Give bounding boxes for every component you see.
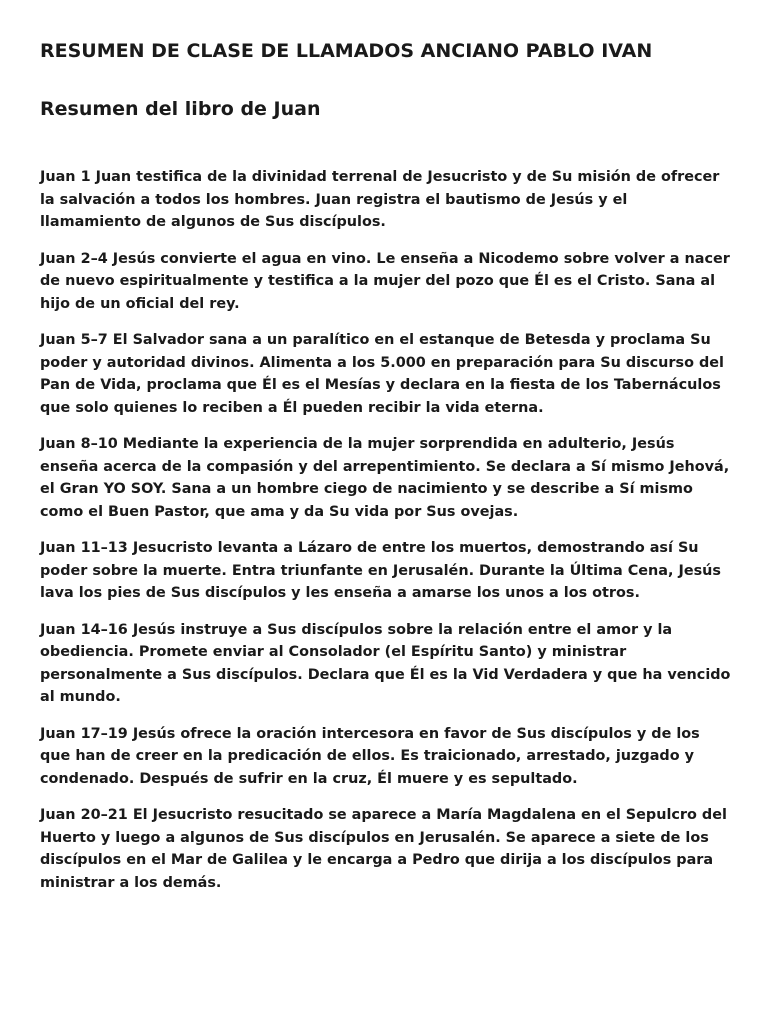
- document-subtitle: Resumen del libro de Juan: [40, 98, 321, 120]
- summary-entry-juan-20-21: Juan 20–21 El Jesucristo resucitado se aparece a María Magdalena en el Sepulcro del Huerto y luego a algunos de Sus discípulos en Jerusalén. Se aparece a siete de los discípulos en el Mar de Galilea y le encarga a Pedro que dirija a los discípulos para ministrar a los demás.: [40, 807, 727, 891]
- summary-list: [40, 166, 732, 908]
- summary-entry-juan-5-7: Juan 5–7 El Salvador sana a un paralítico en el estanque de Betesda y proclama Su poder y autoridad divinos. Alimenta a los 5.000 en preparación para Su discurso del Pan de Vida, proclama que Él es el Mesías y declara en la fiesta de los Tabernáculos que solo quienes lo reciben a Él pueden recibir la vida eterna.: [40, 332, 724, 416]
- document-title: RESUMEN DE CLASE DE LLAMADOS ANCIANO PABLO IVAN: [40, 40, 653, 62]
- summary-entry-juan-8-10: Juan 8–10 Mediante la experiencia de la mujer sorprendida en adulterio, Jesús enseña acerca de la compasión y del arrepentimiento. Se declara a Sí mismo Jehová, el Gran YO SOY. Sana a un hombre ciego de nacimiento y se describe a Sí mismo como el Buen Pastor, que ama y da Su vida por Sus ovejas.: [40, 436, 730, 520]
- summary-entry-juan-17-19: Juan 17–19 Jesús ofrece la oración intercesora en favor de Sus discípulos y de los que han de creer en la predicación de ellos. Es traicionado, arrestado, juzgado y condenado. Después de sufrir en la cruz, Él muere y es sepultado.: [40, 725, 700, 787]
- summary-entry-juan-14-16: Juan 14–16 Jesús instruye a Sus discípulos sobre la relación entre el amor y la obediencia. Promete enviar al Consolador (el Espíritu Santo) y ministrar personalmente a Sus discípulos. Declara que Él es la Vid Verdadera y que ha vencido al mundo.: [40, 621, 731, 705]
- summary-entry-juan-1: Juan 1 Juan testifica de la divinidad terrenal de Jesucristo y de Su misión de ofrecer la salvación a todos los hombres. Juan registra el bautismo de Jesús y el llamamiento de algunos de Sus discípulos.: [40, 169, 720, 230]
- summary-entry-juan-2-4: Juan 2–4 Jesús convierte el agua en vino. Le enseña a Nicodemo sobre volver a nacer de nuevo espiritualmente y testifica a la mujer del pozo que Él es el Cristo. Sana al hijo de un oficial del rey.: [40, 250, 730, 312]
- summary-entry-juan-11-13: Juan 11–13 Jesucristo levanta a Lázaro de entre los muertos, demostrando así Su poder sobre la muerte. Entra triunfante en Jerusalén. Durante la Última Cena, Jesús lava los pies de Sus discípulos y les enseña a amarse los unos a los otros.: [40, 540, 721, 601]
